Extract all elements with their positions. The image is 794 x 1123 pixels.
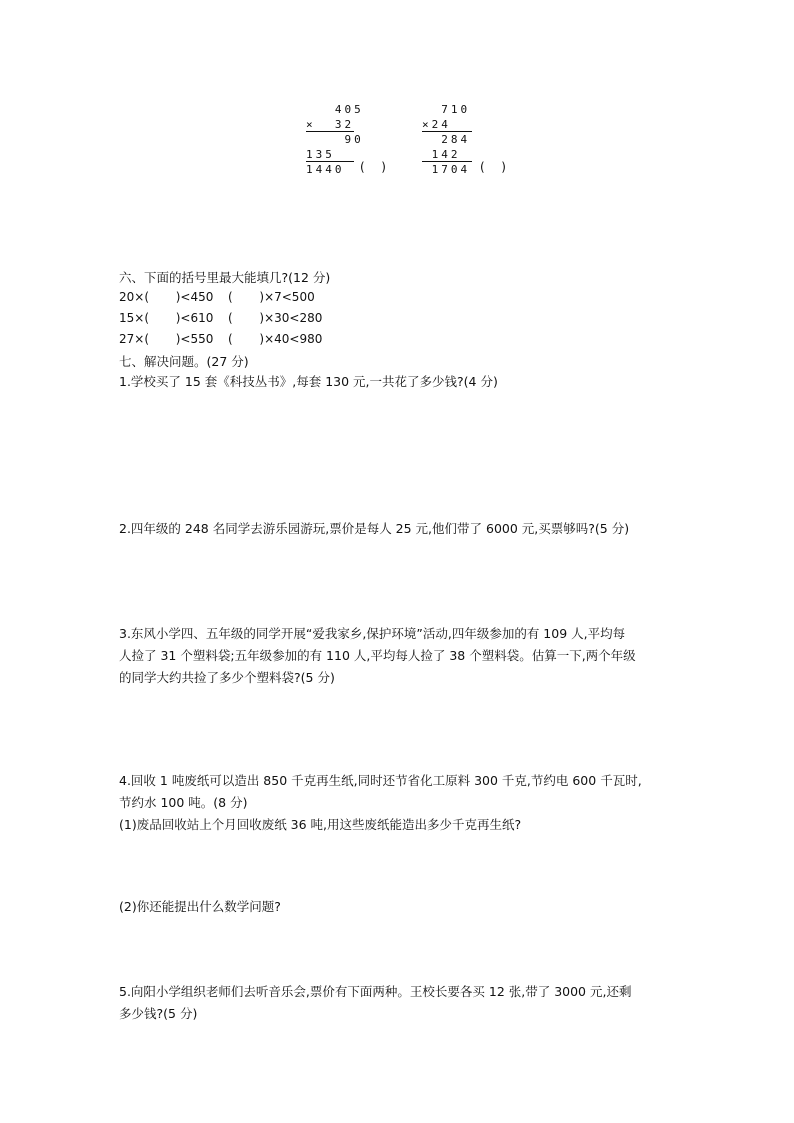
question-4-line-1: 4.回收 1 吨废纸可以造出 850 千克再生纸,同时还节省化工原料 300 千克,节约电 600 千瓦时,: [119, 773, 642, 788]
calc1-multiplicand: 405: [306, 103, 364, 116]
question-4-sub-1: (1)废品回收站上个月回收废纸 36 吨,用这些废纸能造出多少千克再生纸?: [119, 817, 522, 832]
section7-title: 七、解决问题。(27 分): [119, 354, 249, 369]
calc2-partial-1: 284: [422, 133, 471, 146]
section6-title: 六、下面的括号里最大能填几?(12 分): [119, 270, 331, 285]
calc1-rule-1: [306, 131, 354, 132]
calc2-answer-blank[interactable]: ( ): [480, 160, 509, 174]
calc2-partial-2: 142: [422, 148, 461, 161]
question-2: 2.四年级的 248 名同学去游乐园游玩,票价是每人 25 元,他们带了 6000 元,买票够吗?(5 分): [119, 521, 630, 536]
question-3-line-1: 3.东风小学四、五年级的同学开展“爱我家乡,保护环境”活动,四年级参加的有 109 人,平均每: [119, 626, 626, 641]
calc1-multiplier: × 32: [306, 118, 355, 131]
calc1-rule-2: [306, 161, 354, 162]
question-3-line-3: 的同学大约共捡了多少个塑料袋?(5 分): [119, 670, 335, 685]
calc1-partial-1: 90: [306, 133, 364, 146]
section6-row3-right[interactable]: ( )×40<980: [228, 332, 323, 346]
calc2-rule-1: [422, 131, 472, 132]
calc2-multiplier: ×24: [422, 118, 451, 131]
calc2-multiplicand: 710: [422, 103, 471, 116]
calc2-rule-2: [422, 161, 472, 162]
calc2-result: 1704: [422, 163, 471, 176]
section6-row3-left[interactable]: 27×( )<550: [119, 332, 214, 346]
section6-row1-left[interactable]: 20×( )<450: [119, 290, 214, 304]
question-4-sub-2: (2)你还能提出什么数学问题?: [119, 899, 281, 914]
calc1-answer-blank[interactable]: ( ): [360, 160, 389, 174]
question-3-line-2: 人捡了 31 个塑料袋;五年级参加的有 110 人,平均每人捡了 38 个塑料袋。估算一下,两个年级: [119, 648, 636, 663]
calc1-partial-2: 135: [306, 148, 335, 161]
section6-row2-left[interactable]: 15×( )<610: [119, 311, 214, 325]
question-5-line-2: 多少钱?(5 分): [119, 1006, 198, 1021]
question-5-line-1: 5.向阳小学组织老师们去听音乐会,票价有下面两种。王校长要各买 12 张,带了 3000 元,还剩: [119, 984, 632, 999]
question-4-line-2: 节约水 100 吨。(8 分): [119, 795, 248, 810]
section6-row1-right[interactable]: ( )×7<500: [228, 290, 315, 304]
calc1-result: 1440: [306, 163, 345, 176]
question-1: 1.学校买了 15 套《科技丛书》,每套 130 元,一共花了多少钱?(4 分): [119, 374, 498, 389]
section6-row2-right[interactable]: ( )×30<280: [228, 311, 323, 325]
